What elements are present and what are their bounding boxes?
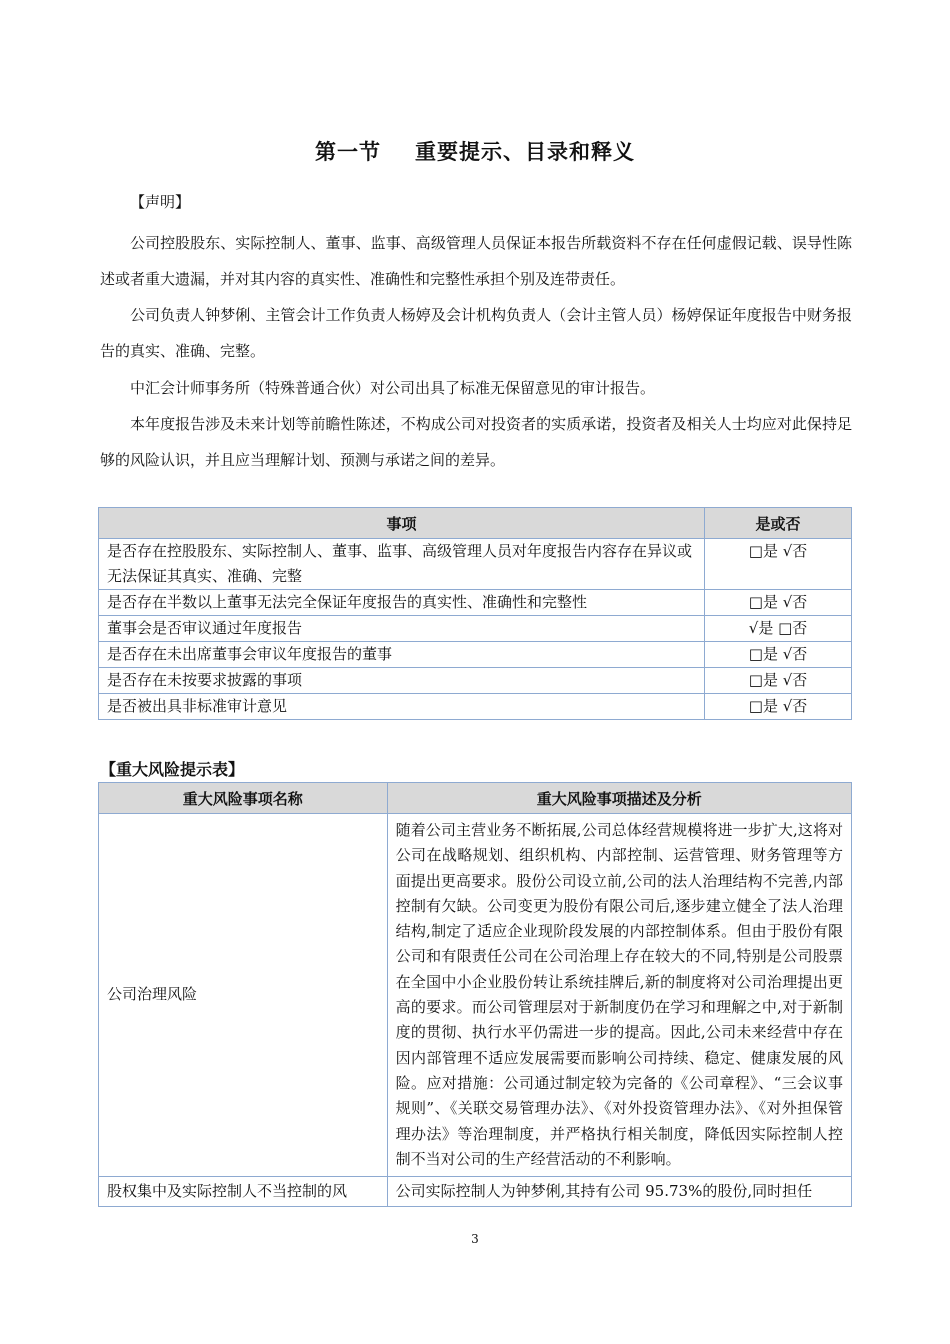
table-row: [99, 694, 852, 720]
answer-cell: □是 √否: [705, 694, 852, 720]
answer-cell: □是 √否: [705, 642, 852, 668]
section-number: 第一节: [315, 140, 381, 164]
table-header-row: [99, 508, 852, 539]
matter-cell: 是否被出具非标准审计意见: [99, 694, 705, 720]
table-row: [99, 590, 852, 616]
table-row: [99, 642, 852, 668]
risk-desc-cell: 公司实际控制人为钟梦俐,其持有公司 95.73%的股份,同时担任: [387, 1177, 851, 1207]
header-risk-name: 重大风险事项名称: [99, 783, 388, 814]
risk-table: [98, 782, 852, 1207]
answer-cell: √是 □否: [705, 616, 852, 642]
table-row: [99, 616, 852, 642]
risk-name-cell: 公司治理风险: [99, 814, 388, 1177]
declaration-label: 【声明】: [130, 193, 191, 211]
matter-cell: 是否存在未按要求披露的事项: [99, 668, 705, 694]
section-name: 重要提示、目录和释义: [415, 140, 635, 164]
matter-cell: 是否存在半数以上董事无法完全保证年度报告的真实性、准确性和完整性: [99, 590, 705, 616]
answer-cell: □是 √否: [705, 590, 852, 616]
answer-cell: □是 √否: [705, 539, 852, 590]
matters-table: [98, 507, 852, 720]
section-title: [0, 136, 950, 166]
matter-cell: 董事会是否审议通过年度报告: [99, 616, 705, 642]
risk-name-cell: 股权集中及实际控制人不当控制的风: [99, 1177, 388, 1207]
table-row: [99, 1177, 852, 1207]
header-yes-no: 是或否: [705, 508, 852, 539]
header-matter: 事项: [99, 508, 705, 539]
table-header-row: [99, 783, 852, 814]
risk-desc-cell: 随着公司主营业务不断拓展,公司总体经营规模将进一步扩大,这将对公司在战略规划、组织机构、内部控制、运营管理、财务管理等方面提出更高要求。股份公司设立前,公司的法人治理结构不完善,内部控制有欠缺。公司变更为股份有限公司后,逐步建立健全了法人治理结构,制定了适应企业现阶段发展的内部控制体系。但由于股份有限公司和有限责任公司在公司治理上存在较大的不同,特别是公司股票在全国中小企业股份转让系统挂牌后,新的制度将对公司治理提出更高的要求。而公司管理层对于新制度仍在学习和理解之中,对于新制度的贯彻、执行水平仍需进一步的提高。因此,公司未来经营中存在因内部管理不适应发展需要而影响公司持续、稳定、健康发展的风险。应对措施：公司通过制定较为完备的《公司章程》、“三会议事规则”、《关联交易管理办法》、《对外投资管理办法》、《对外担保管理办法》等治理制度，并严格执行相关制度，降低因实际控制人控制不当对公司的生产经营活动的不利影响。: [387, 814, 851, 1177]
declaration-paragraph-4: 本年度报告涉及未来计划等前瞻性陈述，不构成公司对投资者的实质承诺，投资者及相关人士均应对此保持足够的风险认识，并且应当理解计划、预测与承诺之间的差异。: [100, 415, 852, 469]
header-risk-desc: 重大风险事项描述及分析: [387, 783, 851, 814]
table-row: [99, 668, 852, 694]
declaration-paragraph-3: 中汇会计师事务所（特殊普通合伙）对公司出具了标准无保留意见的审计报告。: [130, 379, 656, 397]
declaration-paragraph-1: 公司控股股东、实际控制人、董事、监事、高级管理人员保证本报告所载资料不存在任何虚假记载、误导性陈述或者重大遗漏，并对其内容的真实性、准确性和完整性承担个别及连带责任。: [100, 234, 852, 288]
page-number: 3: [471, 1232, 479, 1246]
table-row: [99, 539, 852, 590]
matter-cell: 是否存在未出席董事会审议年度报告的董事: [99, 642, 705, 668]
risk-table-heading: 【重大风险提示表】: [100, 760, 245, 779]
answer-cell: □是 √否: [705, 668, 852, 694]
declaration-paragraph-2: 公司负责人钟梦俐、主管会计工作负责人杨婷及会计机构负责人（会计主管人员）杨婷保证年度报告中财务报告的真实、准确、完整。: [100, 306, 852, 360]
table-row: [99, 814, 852, 1177]
matter-cell: 是否存在控股股东、实际控制人、董事、监事、高级管理人员对年度报告内容存在异议或无法保证其真实、准确、完整: [99, 539, 705, 590]
